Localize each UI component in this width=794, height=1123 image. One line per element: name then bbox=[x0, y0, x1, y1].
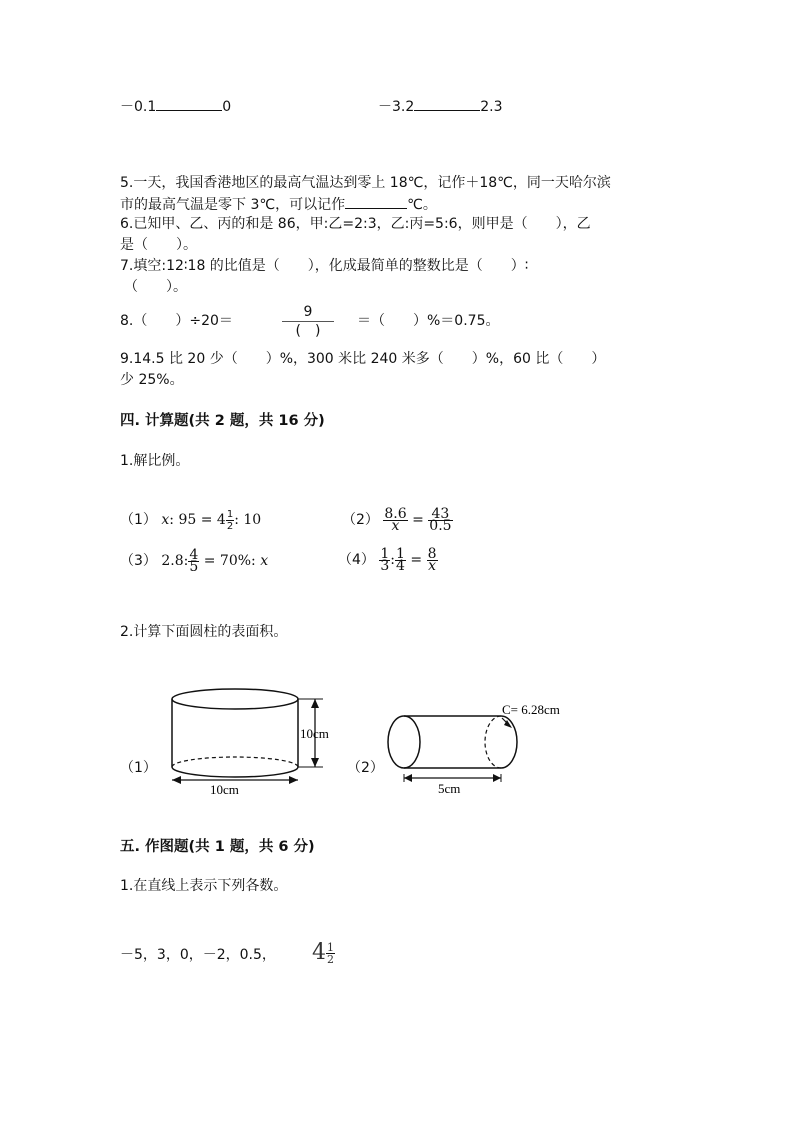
cylinder-1-label: （1） bbox=[120, 760, 157, 776]
q5-line1: 5.一天，我国香港地区的最高气温达到零上 18℃，记作＋18℃，同一天哈尔滨 bbox=[120, 175, 611, 191]
q8-fraction-num: 9 bbox=[282, 304, 334, 322]
q6-line1: 6.已知甲、乙、丙的和是 86，甲:乙=2:3，乙:丙=5:6，则甲是（ ），乙 bbox=[120, 216, 591, 232]
compare-left-a: －0.1 bbox=[120, 99, 157, 115]
compare-left-b: 0 bbox=[222, 99, 232, 115]
frac-num: 1 bbox=[226, 508, 234, 520]
proportion-4-eq: = bbox=[410, 552, 423, 568]
proportion-3-var: x bbox=[260, 553, 269, 569]
proportion-1-var: x bbox=[161, 512, 170, 528]
proportion-4-label: （4） bbox=[338, 552, 375, 568]
proportion-1-label: （1） bbox=[120, 512, 157, 528]
proportion-3 bbox=[120, 548, 268, 574]
frac-den: 5 bbox=[189, 558, 199, 575]
q8-fraction-den: ( ) bbox=[295, 323, 321, 339]
cylinder-1-diameter: 10cm bbox=[210, 782, 239, 797]
cylinder-1-figure bbox=[160, 682, 350, 800]
q8-pre: 8.（ ）÷20＝ bbox=[120, 313, 233, 329]
frac-den: x bbox=[428, 557, 436, 574]
frac-num: 1 bbox=[396, 545, 405, 562]
q7-line1: 7.填空:12∶18 的比值是（ ），化成最简单的整数比是（ ）∶ bbox=[120, 258, 529, 274]
proportion-4-frac-b bbox=[395, 545, 406, 574]
cylinder-2-length: 5cm bbox=[438, 781, 461, 796]
proportion-1 bbox=[120, 508, 261, 532]
cylinder-1-bottom-front bbox=[172, 767, 298, 777]
q6-line2: 是（ ）。 bbox=[120, 237, 197, 253]
proportion-2-frac-right bbox=[428, 505, 452, 534]
answer-blank[interactable] bbox=[156, 96, 222, 111]
compare-left bbox=[120, 96, 231, 117]
frac-num: 1 bbox=[380, 545, 390, 562]
compare-right-a: －3.2 bbox=[378, 99, 415, 115]
mixed-fraction bbox=[326, 942, 335, 965]
q9-line2: 少 25%。 bbox=[120, 372, 184, 388]
section5-numbers: －5，3，0，－2，0.5， bbox=[120, 947, 276, 963]
proportion-2-label: （2） bbox=[342, 512, 379, 528]
compare-right-b: 2.3 bbox=[480, 99, 503, 115]
proportion-4 bbox=[338, 546, 438, 574]
frac-den: 0.5 bbox=[429, 517, 452, 534]
frac-num: 4 bbox=[189, 546, 199, 563]
cylinder-2-label: （2） bbox=[347, 760, 384, 776]
section4-q2-title: 2.计算下面圆柱的表面积。 bbox=[120, 624, 288, 640]
proportion-4-colon: : bbox=[390, 552, 396, 568]
proportion-1-frac bbox=[226, 509, 234, 532]
q8-fraction bbox=[282, 304, 334, 339]
cylinder-1-height: 10cm bbox=[300, 726, 329, 741]
proportion-1-end: : 10 bbox=[234, 512, 262, 528]
q5-line2 bbox=[120, 194, 437, 215]
proportion-2-eq: = bbox=[412, 512, 424, 528]
section5-mixed-number bbox=[312, 938, 335, 968]
frac-den: 2 bbox=[226, 520, 234, 532]
frac-den: 4 bbox=[396, 557, 405, 574]
frac-num: 8.6 bbox=[384, 505, 407, 522]
arrow-right-icon bbox=[493, 774, 501, 782]
arrow-right-icon bbox=[289, 776, 298, 784]
frac-den: 2 bbox=[327, 952, 334, 966]
q7-line2: （ ）。 bbox=[124, 279, 187, 295]
proportion-1-mid: : 95 = 4 bbox=[169, 512, 226, 528]
section4-title: 四. 计算题(共 2 题，共 16 分) bbox=[120, 413, 325, 429]
cylinder-2-left-face bbox=[388, 716, 420, 768]
q5-line2-post: ℃。 bbox=[407, 197, 437, 213]
frac-num: 43 bbox=[428, 509, 452, 521]
q9-line1: 9.14.5 比 20 少（ ）%，300 米比 240 米多（ ）%，60 比（ ） bbox=[120, 351, 606, 367]
arrow-left-icon bbox=[404, 774, 412, 782]
cylinder-2-right-back bbox=[485, 716, 501, 768]
q5-line2-pre: 市的最高气温是零下 3℃，可以记作 bbox=[120, 197, 346, 213]
proportion-3-frac bbox=[188, 546, 199, 575]
answer-blank[interactable] bbox=[414, 96, 480, 111]
mixed-whole: 4 bbox=[312, 940, 326, 965]
proportion-3-mid: = 70%: bbox=[203, 553, 261, 569]
proportion-4-frac-c bbox=[427, 545, 438, 574]
proportion-3-label: （3） bbox=[120, 553, 157, 569]
section5-q1-title: 1.在直线上表示下列各数。 bbox=[120, 878, 288, 894]
cylinder-2-circumference: C= 6.28cm bbox=[502, 702, 560, 717]
section4-q1-title: 1.解比例。 bbox=[120, 453, 190, 469]
cylinder-1-bottom-back bbox=[172, 757, 298, 767]
answer-blank[interactable] bbox=[345, 194, 407, 209]
arrow-left-icon bbox=[172, 776, 181, 784]
proportion-2-frac-left bbox=[383, 505, 407, 534]
proportion-4-frac-a bbox=[379, 545, 390, 574]
cylinder-1-top bbox=[172, 689, 298, 709]
q8-post: ＝（ ）%＝0.75。 bbox=[357, 313, 500, 329]
compare-right bbox=[378, 96, 503, 117]
arrow-down-icon bbox=[311, 758, 319, 767]
arrow-up-icon bbox=[311, 699, 319, 708]
cylinder-2-figure bbox=[380, 698, 580, 798]
proportion-3-start: 2.8: bbox=[161, 553, 189, 569]
proportion-2 bbox=[342, 506, 453, 534]
frac-num: 1 bbox=[327, 940, 334, 954]
section5-title: 五. 作图题(共 1 题，共 6 分) bbox=[120, 839, 315, 855]
frac-den: 3 bbox=[380, 557, 390, 574]
frac-den: x bbox=[391, 517, 400, 534]
frac-num: 8 bbox=[427, 545, 437, 562]
